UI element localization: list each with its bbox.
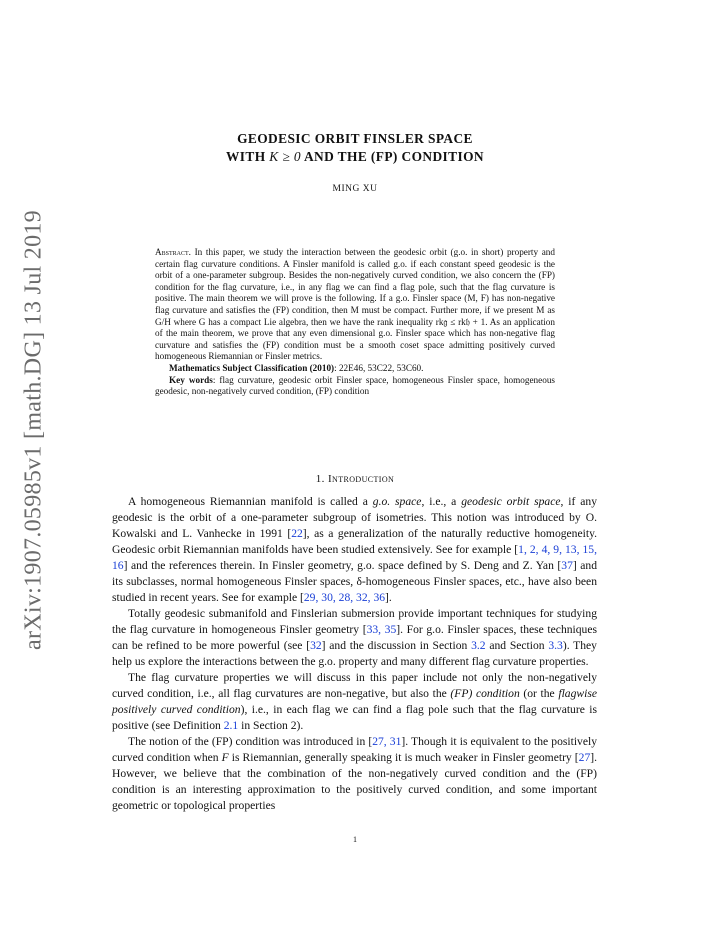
citation-link[interactable]: 22 [291,527,303,540]
citation-link[interactable]: 29, 30, 28, 32, 36 [303,591,386,604]
paragraph-3 [112,670,597,734]
p2-text: ]. For g.o. Finsler spaces, these techniques can be refined to be more powerful (see [ [112,623,598,652]
title-line-1: GEODESIC ORBIT FINSLER SPACE [237,131,473,146]
p1-emphasis: geodesic orbit space [461,495,561,508]
p2-text: and Section [485,639,549,652]
msc-line [155,363,555,375]
title-line-2 [120,148,590,166]
p1-text: ]. [385,591,392,604]
p3-text: (or the [519,687,559,700]
abstract-text: In this paper, we study the interaction between the geodesic orbit (g.o. in short) property and certain flag curvature conditions. A Finsler manifold is called g.o. if each constant speed geodesic is the orbit of a one-parameter subgroup. Besides the non-negatively curved condition, we also concern the (FP) condition for the flag curvature, i.e., in any flag we can find a flag pole, such that the flag curvature is positive. The main theorem we will prove is the following. If a g.o. Finsler space (M, F) has non-negative flag curvature and satisfies the (FP) condition, then M must be compact. Further more, if we present M as G/H where G has a compact Lie algebra, then we have the rank inequality rk𝔤 ≤ rk𝔥 + 1. As an application of the main theorem, we prove that any even dimensional g.o. Finsler space which has non-negative flag curvature and satisfies the (FP) condition must be a smooth coset space admitting positively curved homogeneous Riemannian or Finsler metrics. [155,247,555,362]
p2-text: ). They help us explore the interactions between the g.o. property and many different flag curvature properties. [112,639,597,668]
abstract-block [155,247,555,398]
p1-emphasis: g.o. space [372,495,422,508]
keywords-value: : flag curvature, geodesic orbit Finsler space, homogeneous Finsler space, homogeneous geodesic, non-negatively curved condition, (FP) condition [155,374,555,397]
p3-emphasis: (FP) condition [450,687,520,700]
citation-link[interactable]: 37 [561,559,573,572]
title-math: K ≥ 0 [269,149,301,164]
p4-text: is Riemannian, generally speaking it is much weaker in Finsler geometry [ [228,751,579,764]
section-link[interactable]: 3.3 [548,639,563,652]
section-heading-introduction: 1. Introduction [315,473,395,485]
citation-link[interactable]: 33, 35 [366,623,397,636]
definition-link[interactable]: 2.1 [223,719,239,732]
p2-text: ] and the discussion in Section [321,639,472,652]
abstract-paragraph [155,247,555,363]
citation-link[interactable]: 32 [310,639,322,652]
p3-text: ), i.e., in each flag we can find a flag pole such that the flag curvature is positive (see Definition [112,703,598,732]
p3-text: in Section 2). [238,719,304,732]
p4-text: ]. However, we believe that the combination of the non-negatively curved condition and the (FP) condition is an interesting approximation to the positively curved condition, and some important geometric or topological properties [112,751,597,812]
title-line-2-post: AND THE (FP) CONDITION [300,149,484,164]
p4-text: ]. Though it is equivalent to the positively curved condition when [112,735,598,764]
author-name: MING XU [332,184,378,194]
p3-text: The flag curvature properties we will discuss in this paper include not only the non-negatively curved condition, i.e., all flag curvatures are non-negative, but also the [112,671,597,700]
keywords-line [155,375,555,398]
arxiv-sidebar-stamp [14,0,54,932]
arxiv-identifier: arXiv:1907.05985v1 [math.DG] 13 Jul 2019 [20,210,47,650]
keywords-label: Key words [169,374,213,385]
p1-text: ] and the references therein. In Finsler geometry, g.o. space defined by S. Deng and Z. Yan [ [123,559,562,572]
section-link[interactable]: 3.2 [471,639,486,652]
msc-value: : 22E46, 53C22, 53C60. [334,362,424,373]
citation-link[interactable]: 27, 31 [372,735,402,748]
paragraph-1 [112,494,597,606]
citation-link[interactable]: 27 [578,751,591,764]
paragraph-4 [112,734,597,814]
page-number: 1 [353,835,357,844]
introduction-body [112,494,597,814]
paragraph-2 [112,606,597,670]
p4-text: The notion of the (FP) condition was introduced in [ [128,735,373,748]
citation-link[interactable]: 1, 2, 4, 9, 13, 15, 16 [112,543,598,572]
title-line-2-pre: WITH [225,149,270,164]
p3-emphasis: flagwise positively curved condition [112,687,597,716]
p1-text: , i.e., a [421,495,462,508]
p1-text: ] and its subclasses, normal homogeneous Finsler spaces, δ-homogeneous Finsler spaces, etc., have also been studied in recent years. See for example [ [112,559,597,604]
p2-text: Totally geodesic submanifold and Finslerian submersion provide important techniques for studying the flag curvature in homogeneous Finsler geometry [ [112,607,597,636]
p1-text: ], as a generalization of the naturally reductive homogeneity. Geodesic orbit Riemannian manifolds have been studied extensively. See for example [ [112,527,598,556]
msc-label: Mathematics Subject Classification (2010) [169,362,335,373]
abstract-label: Abstract. [155,247,191,257]
p1-text: A homogeneous Riemannian manifold is called a [128,495,373,508]
paper-title [120,130,590,166]
p4-math: F [221,751,229,764]
p1-text: , if any geodesic is the orbit of a one-parameter subgroup of isometries. This notion was introduced by O. Kowalski and L. Vanhecke in 1991 [ [112,495,597,540]
